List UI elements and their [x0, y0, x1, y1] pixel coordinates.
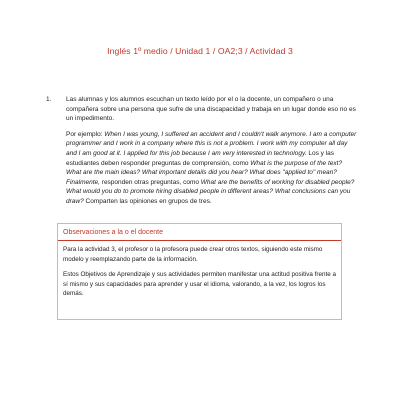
instruction-text-2: responden otras preguntas, como [99, 178, 201, 186]
activity-example [66, 130, 358, 207]
closing-text: Comparten las opiniones en grupos de tres. [83, 197, 212, 205]
activity-body [66, 95, 358, 207]
instruction-text-1: Los y las estudiantes deben responder preguntas de comprensión, como [66, 149, 334, 167]
teacher-observations-box [57, 223, 342, 320]
observations-paragraph-2: Estos Objetivos de Aprendizaje y sus actividades permiten manifestar una actitud positiva frente a sí mismo y sus capacidades para aprender y usar el idioma, valorando, a la vez, los logros los demás. [63, 271, 337, 298]
comprehension-questions: What is the purpose of the text? What are the main ideas? What important details did you hear? What does "applied to" mean? Finalmente, [66, 159, 343, 186]
opinion-questions: What are the benefits of working for disabled people? What would you do to promote hiring disabled people in different areas? What conclusions can you draw? [66, 178, 355, 205]
observations-title: Observaciones a la o el docente [63, 229, 164, 236]
observations-paragraph-1: Para la actividad 3, el profesor o la profesora puede crear otros textos, siguiendo este mismo modelo y reemplazando parte de la información. [63, 246, 323, 263]
activity-item [46, 95, 358, 207]
activity-number: 1. [46, 96, 52, 103]
activity-intro: Las alumnas y los alumnos escuchan un texto leído por el o la docente, un compañero o una compañera sobre una persona que sufre de una discapacidad y trabaja en un lugar donde eso no es un impedimento. [66, 96, 356, 123]
page-title: Inglés 1º medio / Unidad 1 / OA2;3 / Actividad 3 [107, 46, 293, 56]
observations-divider [58, 240, 341, 241]
example-text: When I was young, I suffered an accident and I couldn't walk anymore. I am a computer programmer and I work in a company where this is not a problem. I work with my computer all day and I am good at it. I applied for this job because I am very interested in technology. [66, 130, 357, 157]
example-label: Por ejemplo: [66, 130, 105, 138]
